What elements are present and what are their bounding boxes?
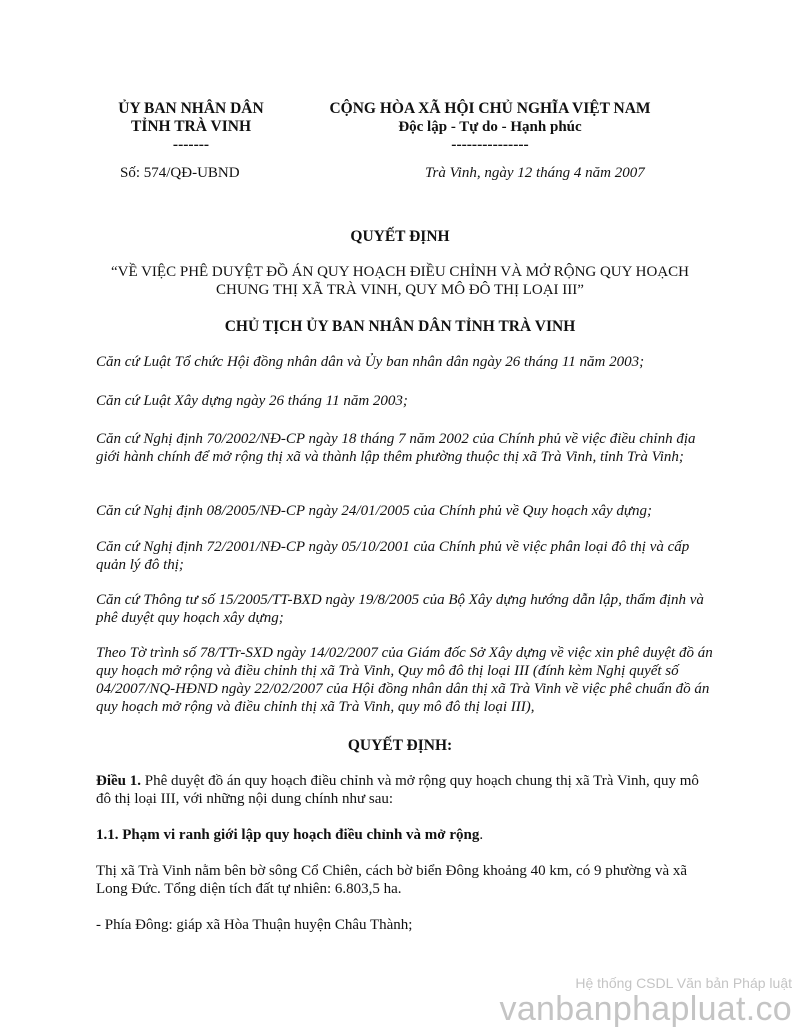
legal-basis-4: Căn cứ Nghị định 08/2005/NĐ-CP ngày 24/01/2005 của Chính phủ về Quy hoạch xây dựng;	[96, 503, 653, 519]
issuer-divider: -------	[172, 136, 210, 153]
issuer-line-2: TỈNH TRÀ VINH	[130, 118, 251, 135]
section-1-1	[96, 826, 716, 844]
subject-line-1: “VỀ VIỆC PHÊ DUYỆT ĐỒ ÁN QUY HOẠCH ĐIỀU CHỈNH VÀ MỞ RỘNG QUY HOẠCH	[110, 264, 690, 280]
section-1-1-suffix: .	[479, 827, 484, 843]
section-1-1-heading: 1.1. Phạm vi ranh giới lập quy hoạch điều chỉnh và mở rộng	[96, 827, 480, 843]
article-1-text: Phê duyệt đồ án quy hoạch điều chỉnh và mở rộng quy hoạch chung thị xã Trà Vinh, quy mô đô thị loại III, với những nội dung chính như sau:	[96, 773, 699, 807]
location-paragraph: Thị xã Trà Vinh nằm bên bờ sông Cổ Chiên, cách bờ biển Đông khoảng 40 km, có 9 phường và xã Long Đức. Tổng diện tích đất tự nhiên: 6.803,5 ha.	[96, 863, 688, 897]
document-subject	[60, 263, 740, 299]
country-name: CỘNG HÒA XÃ HỘI CHỦ NGHĨA VIỆT NAM	[329, 100, 651, 117]
issuer-block	[96, 100, 286, 154]
east-boundary: - Phía Đông: giáp xã Hòa Thuận huyện Châu Thành;	[96, 917, 413, 933]
legal-basis-1: Căn cứ Luật Tổ chức Hội đồng nhân dân và Ủy ban nhân dân ngày 26 tháng 11 năm 2003;	[96, 354, 645, 370]
article-1-label: Điều 1.	[96, 773, 141, 789]
watermark-line-2: vanbanphapluat.co	[499, 990, 792, 1028]
legal-basis-5: Căn cứ Nghị định 72/2001/NĐ-CP ngày 05/10/2001 của Chính phủ về việc phân loại đô thị và cấp quản lý đô thị;	[96, 539, 690, 573]
watermark	[500, 975, 792, 1027]
legal-basis-7: Theo Tờ trình số 78/TTr-SXD ngày 14/02/2007 của Giám đốc Sở Xây dựng về việc xin phê duyệt đồ án quy hoạch mở rộng và điều chỉnh thị xã Trà Vinh, Quy mô đô thị loại III (đính kèm Nghị quyết số 04/2007/NQ-HĐND ngày 22/02/2007 của Hội đồng nhân dân thị xã Trà Vinh về việc phê chuẩn đồ án quy hoạch mở rộng và điều chỉnh thị xã Trà Vinh, quy mô đô thị loại III),	[96, 645, 713, 715]
legal-basis-6: Căn cứ Thông tư số 15/2005/TT-BXD ngày 19/8/2005 của Bộ Xây dựng hướng dẫn lập, thẩm định và phê duyệt quy hoạch xây dựng;	[96, 592, 704, 626]
subject-line-2: CHUNG THỊ XÃ TRÀ VINH, QUY MÔ ĐÔ THỊ LOẠI III”	[216, 282, 584, 298]
motto-divider: ---------------	[451, 136, 529, 153]
national-motto-block	[300, 100, 680, 154]
issue-date: Trà Vinh, ngày 12 tháng 4 năm 2007	[425, 165, 645, 181]
authority-heading: CHỦ TỊCH ỦY BAN NHÂN DÂN TỈNH TRÀ VINH	[224, 318, 576, 335]
watermark-line-1: Hệ thống CSDL Văn bản Pháp luật	[575, 975, 792, 991]
issuer-line-1: ỦY BAN NHÂN DÂN	[118, 100, 264, 117]
decision-heading: QUYẾT ĐỊNH:	[347, 737, 453, 754]
legal-basis-2: Căn cứ Luật Xây dựng ngày 26 tháng 11 năm 2003;	[96, 393, 408, 409]
article-1	[96, 772, 716, 808]
motto: Độc lập - Tự do - Hạnh phúc	[398, 119, 582, 135]
document-title: QUYẾT ĐỊNH	[350, 228, 450, 245]
document-number: Số: 574/QĐ-UBND	[120, 165, 240, 181]
legal-basis-3: Căn cứ Nghị định 70/2002/NĐ-CP ngày 18 tháng 7 năm 2002 của Chính phủ về việc điều chỉnh địa giới hành chính để mở rộng thị xã và thành lập thêm phường thuộc thị xã Trà Vinh, tỉnh Trà Vinh;	[96, 431, 696, 465]
